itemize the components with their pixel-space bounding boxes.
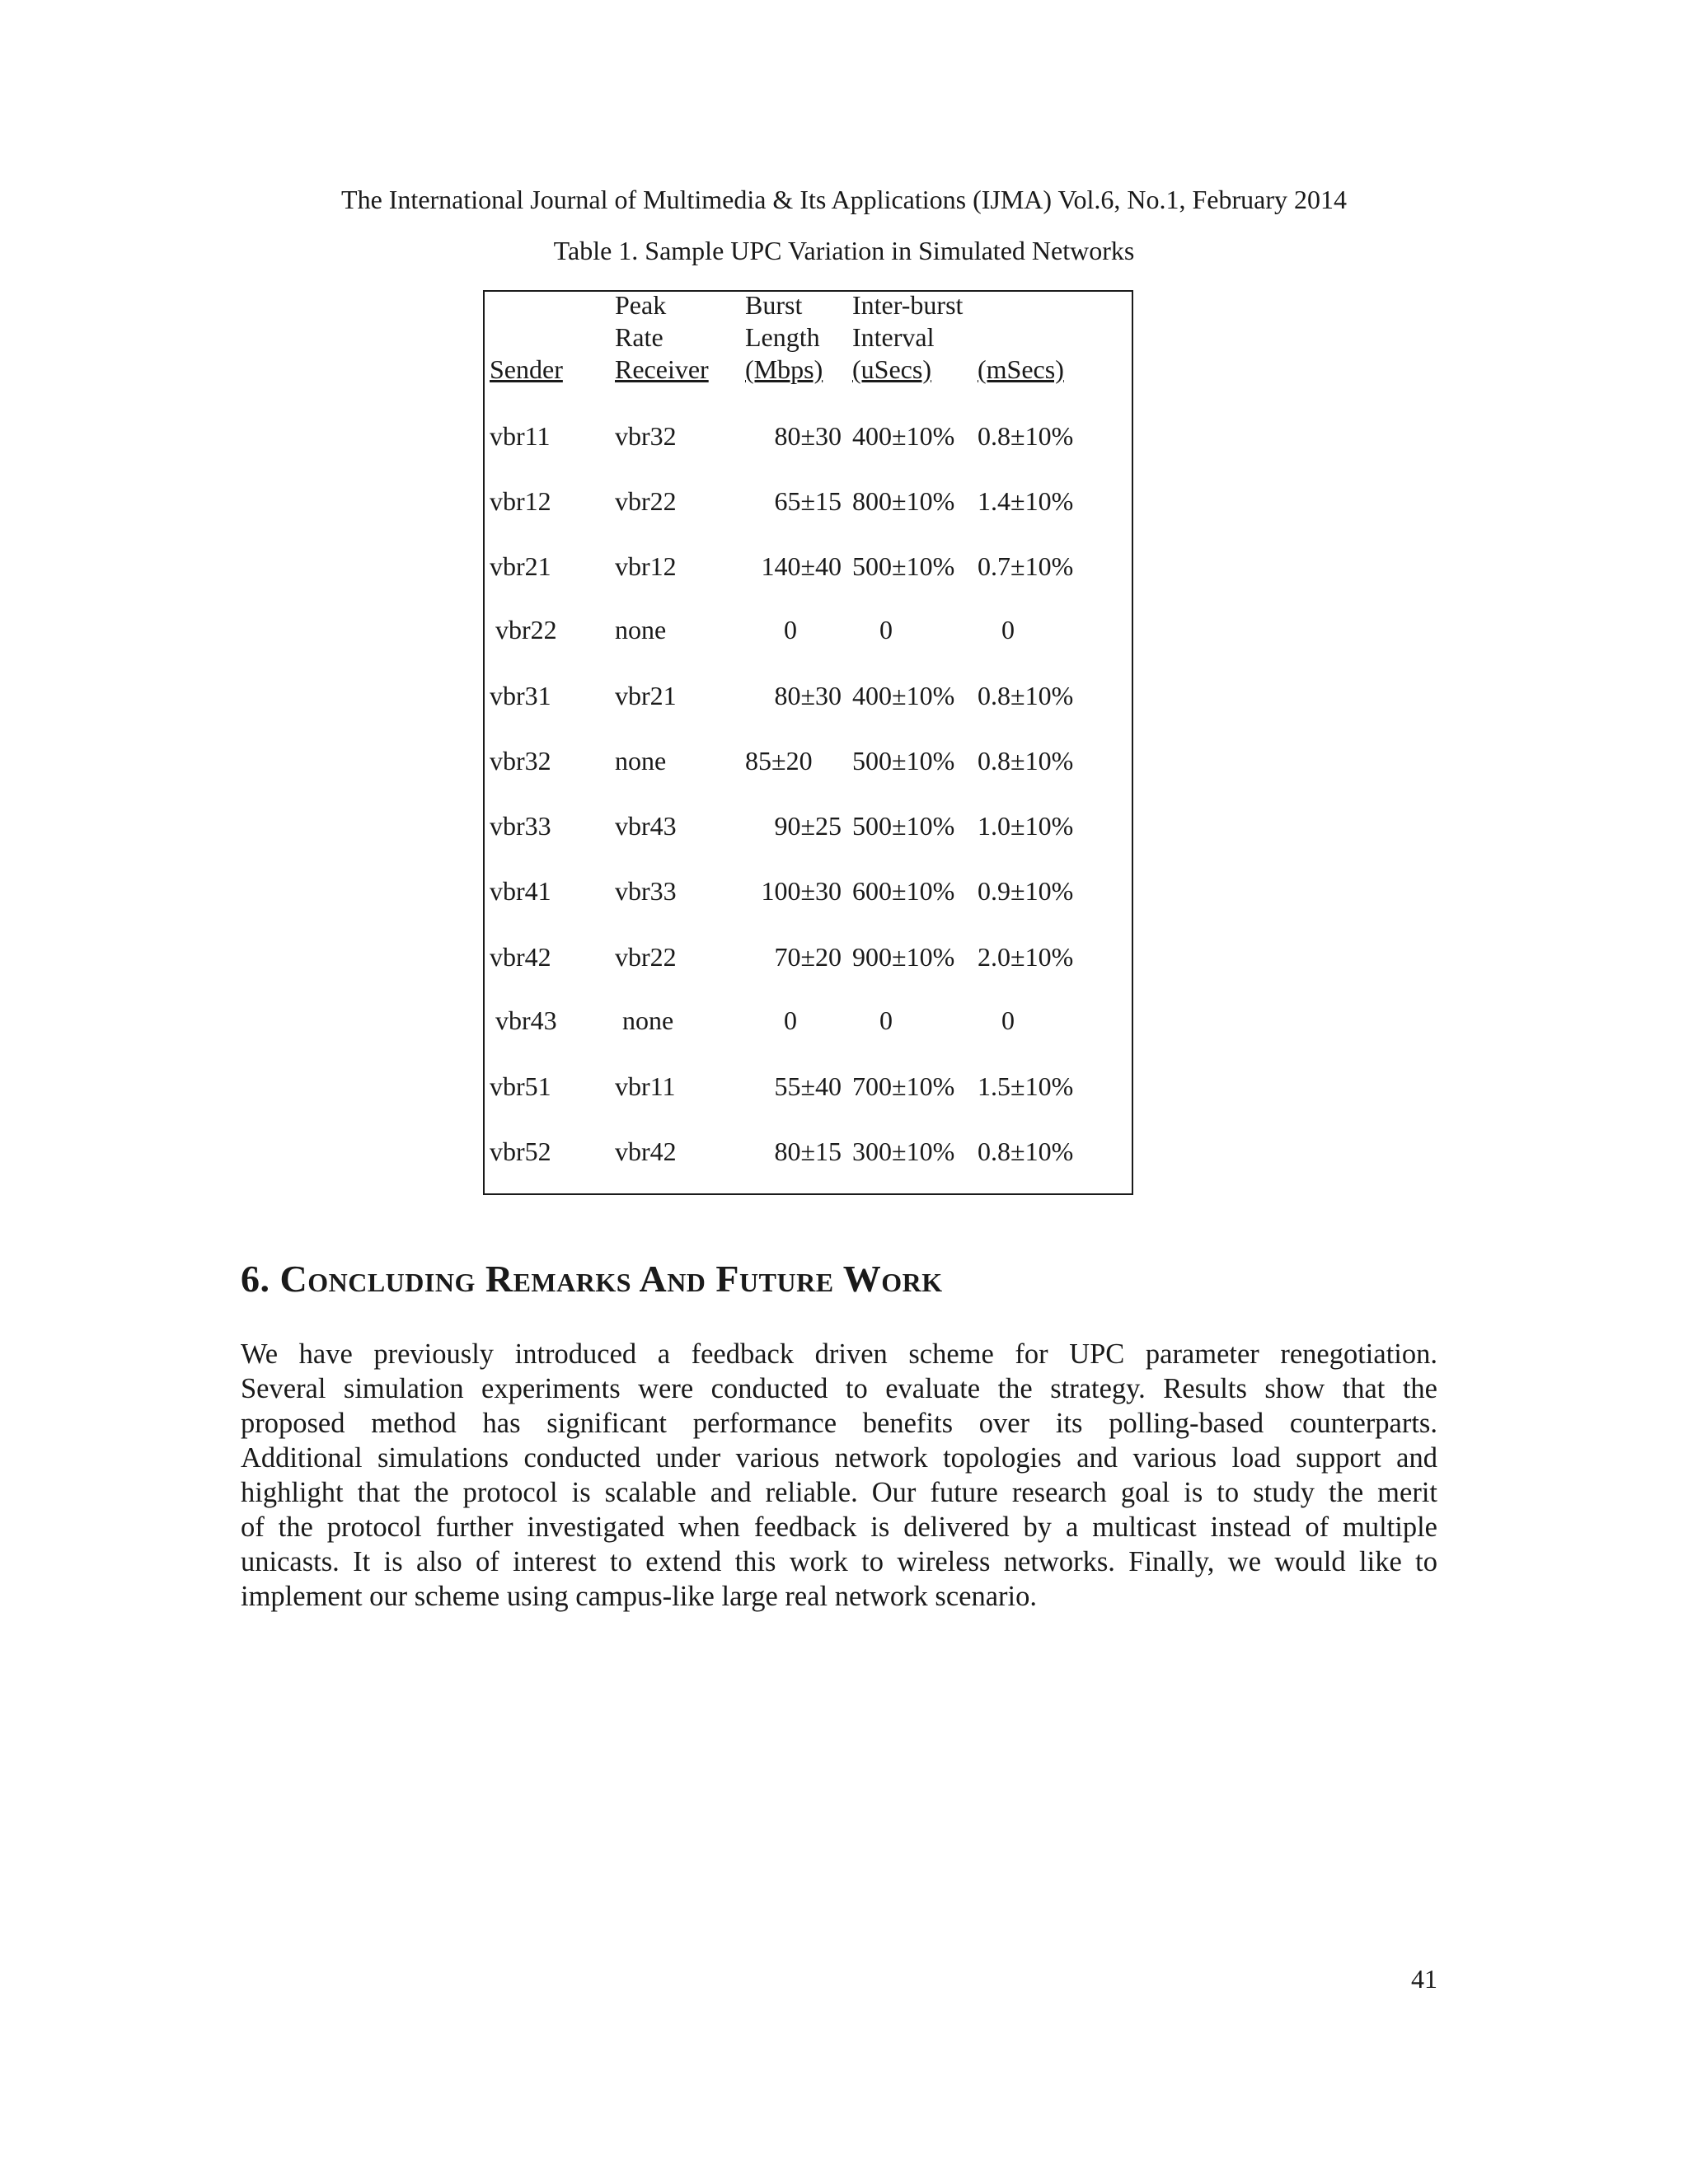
table-header-receiver-line3: Receiver bbox=[615, 354, 709, 384]
table-row-5-interval: 400±10% bbox=[852, 681, 955, 710]
table-row-10-interval: 0 bbox=[879, 1005, 893, 1035]
table-header-burst-line3: (Mbps) bbox=[745, 354, 823, 384]
table-row-1-receiver: vbr32 bbox=[615, 421, 677, 451]
page-number: 41 bbox=[1411, 1964, 1437, 1994]
table-header-receiver-line1: Peak bbox=[615, 290, 667, 320]
running-header: The International Journal of Multimedia & Its Applications (IJMA) Vol.6, No.1, February 2014 bbox=[341, 185, 1347, 214]
table-header-burst-line2: Length bbox=[745, 322, 820, 352]
table-row-6-msecs: 0.8±10% bbox=[978, 746, 1074, 776]
table-row-4-burst: 0 bbox=[784, 615, 797, 644]
table-row-6-receiver: none bbox=[615, 746, 667, 776]
table-row-12-receiver: vbr42 bbox=[615, 1137, 677, 1166]
paragraph-line-1: We have previously introduced a feedback driven scheme for UPC parameter renegotiation. bbox=[241, 1338, 1437, 1370]
table-row-4-msecs: 0 bbox=[1001, 615, 1015, 644]
table-row-5-sender: vbr31 bbox=[490, 681, 551, 710]
table-row-6-burst: 85±20 bbox=[745, 746, 813, 776]
table-row-1-msecs: 0.8±10% bbox=[978, 421, 1074, 451]
table-row-1-sender: vbr11 bbox=[490, 421, 551, 451]
paragraph-line-7: unicasts. It is also of interest to extend this work to wireless networks. Finally, we would like to bbox=[241, 1546, 1437, 1577]
table-header-interval-line2: Interval bbox=[852, 322, 935, 352]
table-row-10-msecs: 0 bbox=[1001, 1005, 1015, 1035]
table-row-8-interval: 600±10% bbox=[852, 876, 955, 906]
table-row-5-burst: 80±30 bbox=[774, 681, 842, 710]
table-row-3-burst: 140±40 bbox=[761, 551, 842, 581]
table-row-11-msecs: 1.5±10% bbox=[978, 1071, 1074, 1101]
table-row-7-interval: 500±10% bbox=[852, 811, 955, 841]
table-header-msecs: (mSecs) bbox=[978, 354, 1064, 384]
section-heading: 6. Concluding Remarks And Future Work bbox=[241, 1258, 943, 1300]
table-row-11-burst: 55±40 bbox=[774, 1071, 842, 1101]
paragraph-line-3: proposed method has significant performance benefits over its polling-based counterparts. bbox=[241, 1408, 1437, 1439]
table-row-6-interval: 500±10% bbox=[852, 746, 955, 776]
table-row-8-receiver: vbr33 bbox=[615, 876, 677, 906]
table-row-9-sender: vbr42 bbox=[490, 942, 551, 972]
table-row-1-interval: 400±10% bbox=[852, 421, 955, 451]
table-row-2-receiver: vbr22 bbox=[615, 486, 677, 516]
table-row-7-sender: vbr33 bbox=[490, 811, 551, 841]
table-header-burst-line1: Burst bbox=[745, 290, 803, 320]
table-row-9-interval: 900±10% bbox=[852, 942, 955, 972]
table-row-12-burst: 80±15 bbox=[774, 1137, 842, 1166]
table-row-3-sender: vbr21 bbox=[490, 551, 551, 581]
paragraph-line-8: implement our scheme using campus-like large real network scenario. bbox=[241, 1581, 1037, 1612]
table-row-9-receiver: vbr22 bbox=[615, 942, 677, 972]
table-header-interval-line3: (uSecs) bbox=[852, 354, 931, 384]
table-header-interval-line1: Inter-burst bbox=[852, 290, 964, 320]
table-row-4-interval: 0 bbox=[879, 615, 893, 644]
table-row-11-sender: vbr51 bbox=[490, 1071, 551, 1101]
table-row-10-burst: 0 bbox=[784, 1005, 797, 1035]
table-row-8-burst: 100±30 bbox=[761, 876, 842, 906]
table-row-3-interval: 500±10% bbox=[852, 551, 955, 581]
table-row-7-receiver: vbr43 bbox=[615, 811, 677, 841]
table-row-1-burst: 80±30 bbox=[774, 421, 842, 451]
table-row-2-sender: vbr12 bbox=[490, 486, 551, 516]
table-row-2-interval: 800±10% bbox=[852, 486, 955, 516]
table-row-3-receiver: vbr12 bbox=[615, 551, 677, 581]
table-row-5-msecs: 0.8±10% bbox=[978, 681, 1074, 710]
table-header-receiver-line2: Rate bbox=[615, 322, 663, 352]
paragraph-line-6: of the protocol further investigated when feedback is delivered by a multicast instead of multiple bbox=[241, 1511, 1437, 1543]
table-row-7-msecs: 1.0±10% bbox=[978, 811, 1074, 841]
table-row-4-sender: vbr22 bbox=[495, 615, 557, 644]
table-row-4-receiver: none bbox=[615, 615, 667, 644]
table-row-12-sender: vbr52 bbox=[490, 1137, 551, 1166]
concluding-paragraph bbox=[241, 1337, 1437, 1614]
table-row-9-burst: 70±20 bbox=[774, 942, 842, 972]
table-row-7-burst: 90±25 bbox=[774, 811, 842, 841]
table-caption: Table 1. Sample UPC Variation in Simulated Networks bbox=[553, 236, 1135, 265]
table-header-sender: Sender bbox=[490, 354, 563, 384]
paragraph-line-5: highlight that the protocol is scalable and reliable. Our future research goal is to study the merit bbox=[241, 1477, 1437, 1508]
table-row-11-interval: 700±10% bbox=[852, 1071, 955, 1101]
table-row-2-msecs: 1.4±10% bbox=[978, 486, 1074, 516]
table-row-3-msecs: 0.7±10% bbox=[978, 551, 1074, 581]
paragraph-line-4: Additional simulations conducted under various network topologies and various load support and bbox=[241, 1442, 1437, 1474]
table-row-11-receiver: vbr11 bbox=[615, 1071, 676, 1101]
paragraph-line-2: Several simulation experiments were conducted to evaluate the strategy. Results show that the bbox=[241, 1373, 1437, 1404]
table-row-12-interval: 300±10% bbox=[852, 1137, 955, 1166]
table-row-9-msecs: 2.0±10% bbox=[978, 942, 1074, 972]
table-row-12-msecs: 0.8±10% bbox=[978, 1137, 1074, 1166]
table-row-8-sender: vbr41 bbox=[490, 876, 551, 906]
table-row-10-receiver: none bbox=[622, 1005, 674, 1035]
table-row-10-sender: vbr43 bbox=[495, 1005, 557, 1035]
table-row-6-sender: vbr32 bbox=[490, 746, 551, 776]
table-row-5-receiver: vbr21 bbox=[615, 681, 677, 710]
table-row-8-msecs: 0.9±10% bbox=[978, 876, 1074, 906]
table-row-2-burst: 65±15 bbox=[774, 486, 842, 516]
